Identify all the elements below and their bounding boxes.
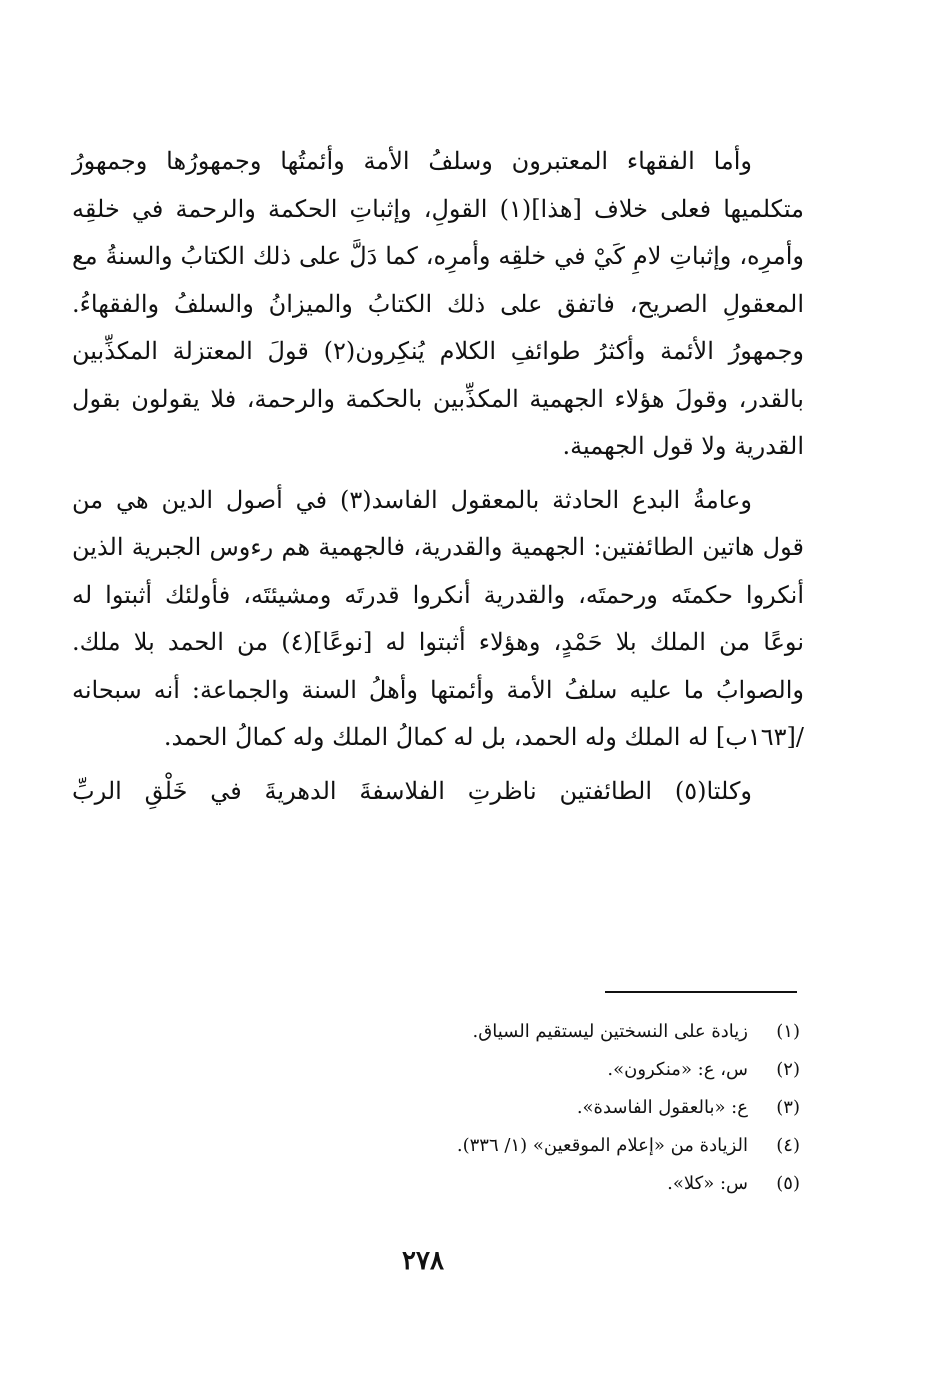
footnote-text: س: «كلا». <box>667 1173 748 1194</box>
footnote-number: (٣) <box>776 1097 800 1118</box>
footnote-text: الزيادة من «إعلام الموقعين» (١/ ٣٣٦). <box>456 1135 748 1156</box>
footnote-3 <box>100 1089 800 1127</box>
footnote-number: (٢) <box>776 1059 800 1080</box>
footnote-4 <box>100 1127 800 1165</box>
footnotes-list <box>100 1013 800 1203</box>
footnote-1 <box>100 1013 800 1051</box>
main-text <box>72 138 804 821</box>
footnote-5 <box>100 1165 800 1203</box>
footnote-text: س، ع: «منكرون». <box>607 1059 748 1080</box>
page-number: ٢٧٨ <box>402 1246 444 1276</box>
footnote-number: (١) <box>776 1021 800 1042</box>
paragraph-3: وكلتا(٥) الطائفتين ناظرتِ الفلاسفةَ الدهريةَ في خَلْقِ الربِّ <box>72 776 752 805</box>
footnote-number: (٤) <box>776 1135 800 1156</box>
footnote-number: (٥) <box>776 1173 800 1194</box>
paragraph-2: وعامةُ البدع الحادثة بالمعقول الفاسد(٣) في أصول الدين هي من قول هاتين الطائفتين: الجهمية والقدرية، فالجهمية هم رءوس الجبرية الذين أنكروا حكمتَه ورحمتَه، والقدرية أنكروا قدرتَه ومشيئتَه، فأولئك أثبتوا له نوعًا من الملك بلا حَمْدٍ، وهؤلاء أثبتوا له [نوعًا](٤) من الحمد بلا ملك. والصوابُ ما عليه سلفُ الأمة وأئمتها وأهلُ السنة والجماعة: أنه سبحانه /[١٦٣ب] له الملك وله الحمد، بل له كمالُ الملك وله كمالُ الحمد. <box>72 485 804 751</box>
footnote-text: ع: «بالعقول الفاسدة». <box>576 1097 748 1118</box>
footnote-2 <box>100 1051 800 1089</box>
paragraph-1: وأما الفقهاء المعتبرون وسلفُ الأمة وأئمتُها وجمهورُها وجمهورُ متكلميها فعلى خلاف [هذا](١) القولِ، وإثباتِ الحكمة والرحمة في خلقِه وأمرِه، وإثباتِ لامِ كَيْ في خلقِه وأمرِه، كما دَلَّ على ذلك الكتابُ والسنةُ مع المعقولِ الصريح، فاتفق على ذلك الكتابُ والميزانُ والسلفُ والفقهاءُ. وجمهورُ الأئمة وأكثرُ طوائفِ الكلام يُنكِرون(٢) قولَ المعتزلة المكذِّبين بالقدر، وقولَ هؤلاء الجهمية المكذِّبين بالحكمة والرحمة، فلا يقولون بقول القدرية ولا قول الجهمية. <box>72 147 804 460</box>
footnote-separator <box>605 991 797 993</box>
footnote-text: زيادة على النسختين ليستقيم السياق. <box>472 1021 748 1042</box>
